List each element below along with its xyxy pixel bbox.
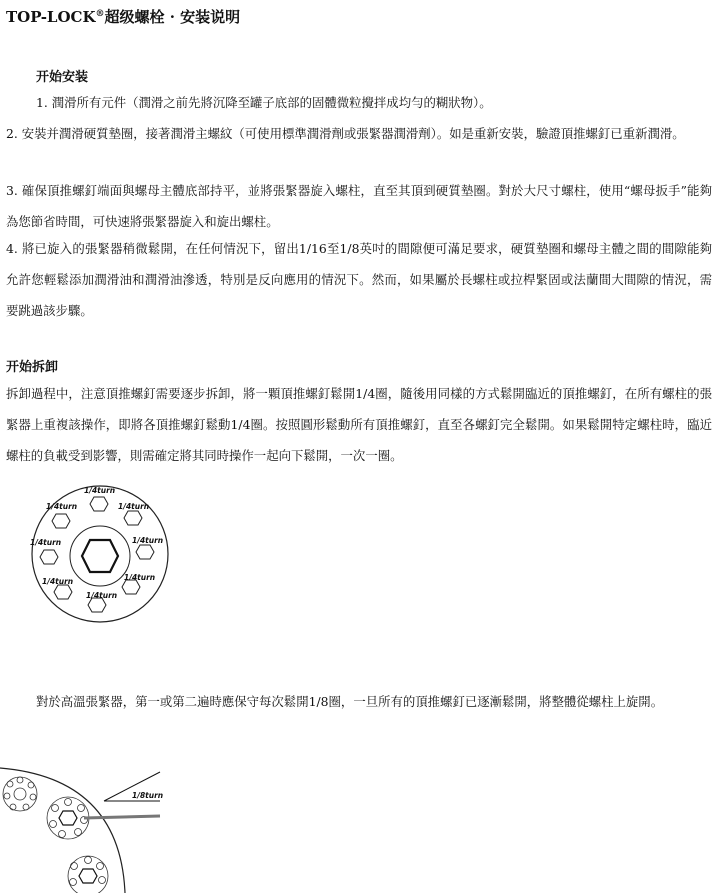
jackbolt-hex	[40, 550, 58, 564]
jackbolt-hex	[54, 585, 72, 599]
wrench-handle	[84, 816, 160, 818]
install-heading: 开始安装	[36, 70, 89, 85]
install-step-4: 4. 將已旋入的張緊器稍微鬆開，在任何情況下，留出1/16至1/8英吋的間隙便可滿足要求，硬質墊圈和螺母主體之間的間隙能夠允許您輕鬆添加潤滑油和潤滑油滲透，特別是反向應用的情況下。然而，如果屬於長螺柱或拉桿緊固或法蘭間大間隙的情況，需要跳過該步驟。	[6, 241, 712, 318]
jackbolt-hex	[122, 580, 140, 594]
jackbolt-hex	[124, 511, 142, 525]
install-step-1: 1. 潤滑所有元件（潤滑之前先將沉降至罐子底部的固體微粒攪拌成均勻的糊狀物）。	[36, 95, 492, 110]
turn-label: 1/4turn	[30, 538, 62, 547]
turn-label: 1/4turn	[84, 486, 116, 495]
center-hex-nut	[82, 540, 118, 572]
turn-label: 1/4turn	[86, 591, 118, 600]
jackbolt-hex	[52, 514, 70, 528]
page-title	[6, 6, 240, 27]
turn-label: 1/4turn	[132, 536, 164, 545]
high-temp-text: 對於高溫張緊器，第一或第二遍時應保守每次鬆開1/8圈，一旦所有的頂推螺釘已逐漸鬆開，將整體從螺柱上旋開。	[36, 694, 664, 709]
turn-label: 1/4turn	[46, 502, 78, 511]
jackbolt-hex	[90, 497, 108, 511]
turn-label: 1/8turn	[132, 791, 164, 800]
turn-label: 1/4turn	[42, 577, 74, 586]
bolt-cluster	[68, 856, 108, 893]
removal-heading: 开始拆卸	[6, 360, 59, 375]
bolt-cluster	[3, 777, 37, 811]
bolt-pattern-diagram	[18, 478, 178, 628]
install-step-2: 2. 安裝并潤滑硬質墊圈，接著潤滑主螺紋（可使用標準潤滑劑或張緊器潤滑劑）。如是重新安裝，驗證頂推螺釘已重新潤滑。	[6, 126, 685, 141]
bolt-cluster	[47, 797, 89, 839]
flange-wrench-diagram	[0, 758, 200, 893]
title-rest: 超级螺栓 · 安装说明	[104, 8, 241, 26]
turn-label: 1/4turn	[124, 573, 156, 582]
jackbolt-hex	[136, 545, 154, 559]
jackbolt-hex	[88, 598, 106, 612]
install-step-3: 3. 確保頂推螺釘端面與螺母主體底部持平，並將張緊器旋入螺柱，直至其頂到硬質墊圈。對於大尺寸螺柱，使用“螺母扳手”能夠為您節省時間，可快速將張緊器旋入和旋出螺柱。	[6, 183, 712, 229]
brand-name: TOP-LOCK	[6, 8, 96, 26]
removal-text: 拆卸過程中，注意頂推螺釘需要逐步拆卸，將一顆頂推螺釘鬆開1/4圈，隨後用同樣的方式鬆開臨近的頂推螺釘，在所有螺柱的張緊器上重複該操作，即將各頂推螺釘鬆動1/4圈。按照圓形鬆動所有頂推螺釘，直至各螺釘完全鬆開。如果鬆開特定螺柱時，臨近螺柱的負載受到影響，則需確定將其同時操作一起向下鬆開，一次一圈。	[6, 386, 712, 463]
registered-mark: ®	[95, 9, 105, 19]
turn-label: 1/4turn	[118, 502, 150, 511]
